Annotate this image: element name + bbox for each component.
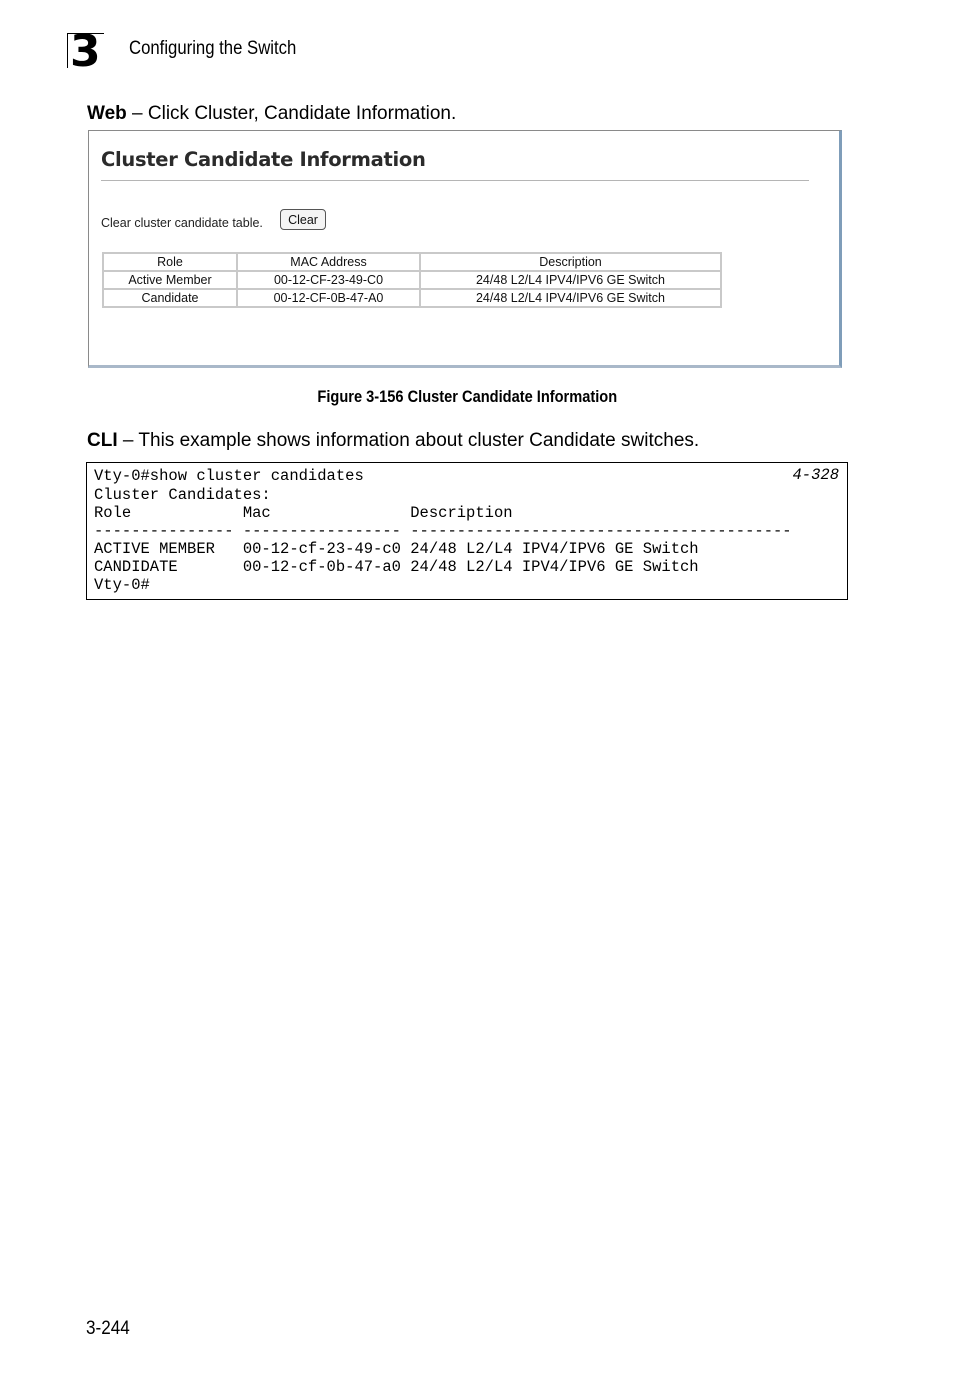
table-row (103, 289, 721, 307)
web-instruction-text: – Click Cluster, Candidate Information. (126, 103, 457, 124)
cell-description: 24/48 L2/L4 IPV4/IPV6 GE Switch (420, 289, 721, 307)
cell-description: 24/48 L2/L4 IPV4/IPV6 GE Switch (420, 271, 721, 289)
cli-line: ACTIVE MEMBER 00-12-cf-23-49-c0 24/48 L2/L4 IPV4/IPV6 GE Switch (94, 540, 699, 558)
chapter-number: 3 (70, 26, 100, 77)
web-label: Web (87, 103, 127, 124)
column-header-mac: MAC Address (237, 253, 420, 271)
clear-button[interactable]: Clear (280, 209, 326, 230)
cli-line: Cluster Candidates: (94, 486, 271, 504)
table-row (103, 271, 721, 289)
chapter-title: Configuring the Switch (129, 38, 297, 59)
command-reference: 4-328 (792, 466, 839, 484)
column-header-description: Description (420, 253, 721, 271)
cli-line: CANDIDATE 00-12-cf-0b-47-a0 24/48 L2/L4 IPV4/IPV6 GE Switch (94, 558, 699, 576)
cli-label: CLI (87, 430, 118, 451)
cli-line: Vty-0# (94, 576, 150, 594)
cli-instruction (87, 429, 699, 453)
clear-table-label: Clear cluster candidate table. (101, 216, 263, 230)
cli-line: Role Mac Description (94, 504, 513, 522)
cell-role: Candidate (103, 289, 237, 307)
cli-example-block (86, 462, 848, 600)
title-divider (101, 180, 809, 181)
cli-line: Vty-0#show cluster candidates (94, 467, 364, 485)
cluster-candidate-screenshot (88, 130, 842, 368)
page-number: 3-244 (86, 1318, 130, 1339)
figure-caption (0, 387, 934, 407)
cli-line: --------------- ----------------- ----------------------------------------- (94, 522, 792, 540)
figure-caption-text: Figure 3-156 Cluster Candidate Information (317, 387, 617, 406)
cell-role: Active Member (103, 271, 237, 289)
table-header-row (103, 253, 721, 271)
cell-mac: 00-12-CF-23-49-C0 (237, 271, 420, 289)
panel-title: Cluster Candidate Information (101, 148, 426, 171)
cli-instruction-text: – This example shows information about cluster Candidate switches. (117, 430, 700, 451)
candidate-table (102, 252, 722, 308)
column-header-role: Role (103, 253, 237, 271)
cell-mac: 00-12-CF-0B-47-A0 (237, 289, 420, 307)
web-instruction (87, 102, 456, 126)
